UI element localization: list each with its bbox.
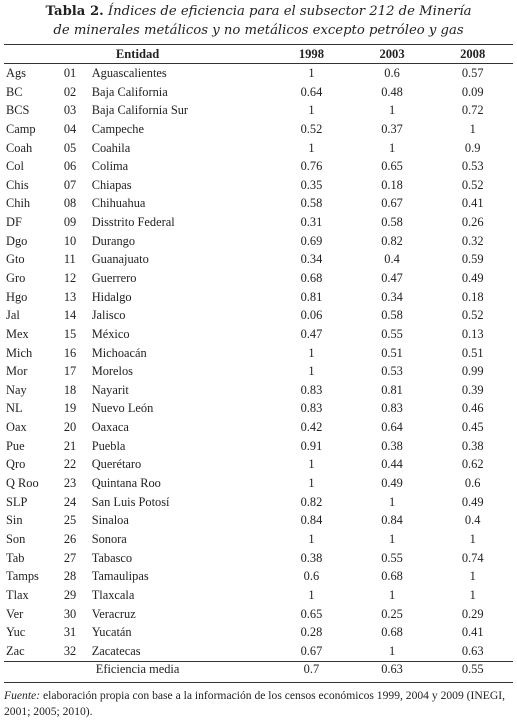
state-name: Zacatecas [91,643,141,658]
state-name: Chihuahua [91,196,146,211]
table-row [4,231,513,250]
value-2003: 0.84 [381,513,403,528]
value-1998: 0.65 [300,606,323,621]
table-row [4,586,513,605]
value-1998: 1 [308,345,315,360]
value-1998: 1 [308,103,315,118]
table-row [4,250,513,269]
value-1998: 0.69 [300,233,323,248]
state-name: Nayarit [91,382,129,397]
state-number: 02 [63,84,77,99]
state-name: Guanajuato [91,252,149,267]
state-abbreviation: Hgo [6,289,28,304]
state-number: 14 [63,308,77,323]
value-2003: 1 [388,140,396,155]
header-rule [4,63,513,64]
value-1998: 0.31 [300,215,323,230]
value-1998: 1 [308,457,315,472]
state-name: Campeche [91,121,144,136]
value-1998: 0.82 [300,494,323,509]
value-2003: 0.67 [381,196,403,211]
value-1998: 0.52 [300,121,323,136]
table-row [4,194,513,213]
state-abbreviation: Chih [6,196,31,211]
value-2008: 0.63 [461,643,484,658]
value-1998: 1 [308,65,315,80]
table-row [4,306,513,325]
table-row [4,82,513,101]
state-number: 24 [63,494,77,509]
value-2003: 0.18 [381,177,403,192]
state-number: 23 [63,476,77,491]
state-name: Baja California [91,84,168,99]
value-2003: 0.65 [381,159,403,174]
state-abbreviation: Camp [6,121,36,136]
value-2008: 0.26 [461,215,484,230]
state-number: 26 [63,531,77,546]
table-header-row [4,45,513,64]
value-2003: 0.83 [381,401,403,416]
value-2008: 0.41 [461,625,484,640]
value-2003: 0.58 [381,308,403,323]
state-abbreviation: Qro [6,457,26,472]
state-name: Tlaxcala [91,587,135,602]
state-name: Durango [91,233,136,248]
value-2003: 0.68 [381,569,403,584]
value-1998: 0.67 [300,643,323,658]
mean-label: Eficiencia media [95,662,180,677]
state-number: 13 [63,289,77,304]
state-number: 29 [63,587,77,602]
table-row [4,642,513,661]
table-row [4,623,513,642]
state-number: 12 [63,271,77,285]
state-name: México [91,326,130,341]
table-row [4,101,513,120]
value-1998: 0.83 [300,401,323,416]
value-2008: 1 [469,587,476,602]
table-row [4,418,513,437]
table-title [0,0,517,42]
value-2003: 0.51 [381,345,403,360]
state-abbreviation: Nay [6,382,27,397]
state-abbreviation: Mich [6,345,33,360]
state-abbreviation: Mor [6,364,28,379]
value-1998: 0.6 [303,569,320,584]
state-abbreviation: Gro [6,271,26,285]
value-1998: 0.81 [300,289,323,304]
mean-2003: 0.63 [381,662,403,677]
table-row [4,325,513,344]
value-2003: 1 [388,494,396,509]
state-abbreviation: SLP [6,494,28,509]
mean-row [4,660,513,679]
bottom-rule [4,682,513,683]
state-abbreviation: Sin [6,513,23,528]
table-row [4,213,513,232]
state-number: 20 [63,420,77,435]
state-abbreviation: Ver [6,606,24,621]
value-2008: 0.49 [461,494,484,509]
header-2003: 2003 [379,47,405,62]
state-number: 19 [63,401,77,416]
state-name: Aguascalientes [91,65,167,80]
header-1998: 1998 [298,47,325,62]
value-2008: 0.57 [461,65,484,80]
value-2003: 0.37 [381,121,403,136]
value-2008: 0.29 [461,606,484,621]
state-abbreviation: Mex [6,326,29,341]
state-number: 10 [63,233,77,248]
efficiency-table [4,45,513,679]
table-row [4,362,513,381]
value-2008: 1 [469,531,476,546]
table-row [4,269,513,288]
value-2008: 0.52 [461,308,484,323]
value-2008: 0.13 [461,326,484,341]
state-abbreviation: Yuc [6,625,26,640]
source-label: Fuente: [4,689,41,702]
table-row [4,511,513,530]
state-abbreviation: DF [6,215,22,230]
state-name: Baja California Sur [91,103,189,118]
state-name: Sinaloa [91,513,129,528]
value-1998: 1 [308,476,315,491]
value-1998: 0.76 [300,159,323,174]
value-1998: 1 [308,364,315,379]
value-2008: 0.49 [461,271,484,285]
state-number: 07 [63,177,77,192]
state-name: Morelos [91,364,134,379]
value-2008: 0.18 [461,289,484,304]
state-name: Disstrito Federal [91,215,175,230]
state-name: Veracruz [91,606,136,621]
value-1998: 0.28 [300,625,323,640]
value-2003: 0.47 [381,271,403,285]
table-row [4,436,513,455]
value-2003: 0.34 [381,289,403,304]
value-2008: 0.9 [464,140,481,155]
table-row [4,604,513,623]
value-1998: 0.83 [300,382,323,397]
table-row [4,343,513,362]
state-number: 27 [63,550,77,565]
state-name: Guerrero [91,271,137,285]
state-number: 18 [63,382,77,397]
table-row [4,567,513,586]
state-number: 03 [63,103,77,118]
header-entidad: Entidad [115,47,160,62]
table-row [4,138,513,157]
state-name: Tamaulipas [91,569,149,584]
mean-2008: 0.55 [461,662,484,677]
value-2008: 0.62 [461,457,484,472]
value-2003: 0.81 [381,382,403,397]
value-2003: 0.25 [381,606,403,621]
value-2003: 0.4 [384,252,400,267]
value-2003: 0.64 [381,420,403,435]
value-1998: 0.68 [300,271,323,285]
state-number: 08 [63,196,77,211]
value-2008: 0.45 [461,420,484,435]
value-2008: 0.99 [461,364,484,379]
value-2003: 0.82 [381,233,403,248]
table-row [4,455,513,474]
value-2003: 0.44 [381,457,403,472]
state-name: Chiapas [91,177,132,192]
state-number: 05 [63,140,77,155]
value-1998: 0.38 [300,550,323,565]
value-2003: 0.68 [381,625,403,640]
value-1998: 0.47 [300,326,323,341]
state-abbreviation: Coah [6,140,33,155]
state-abbreviation: Ags [6,65,26,80]
value-2003: 0.58 [381,215,403,230]
value-1998: 1 [308,531,315,546]
state-abbreviation: Col [6,159,24,174]
state-name: Jalisco [91,308,126,323]
state-number: 06 [63,159,77,174]
state-name: Puebla [91,438,126,453]
value-2008: 0.74 [461,550,484,565]
table-title-line1: Índices de eficiencia para el subsector 212 de Minería [107,4,472,19]
value-2003: 1 [388,103,396,118]
value-1998: 0.34 [300,252,323,267]
table-title-label: Tabla 2. [45,4,104,19]
table-row [4,492,513,511]
value-2008: 0.4 [464,513,481,528]
state-abbreviation: Oax [6,420,27,435]
state-name: San Luis Potosí [91,494,170,509]
value-2003: 0.55 [381,326,403,341]
mean-rule [4,661,513,662]
state-name: Querétaro [91,457,142,472]
state-number: 28 [63,569,77,584]
value-2003: 0.6 [384,65,400,80]
value-1998: 0.42 [300,420,323,435]
state-name: Sonora [91,531,127,546]
state-number: 04 [63,121,77,136]
state-name: Hidalgo [91,289,132,304]
value-1998: 1 [308,587,315,602]
state-number: 16 [63,345,77,360]
value-2008: 0.46 [461,401,484,416]
state-abbreviation: BCS [6,103,30,118]
table-row [4,64,513,83]
source-note [4,688,513,720]
source-text: elaboración propia con base a la información de los censos económicos 1999, 2004 y 2009 (INEGI, 2001; 2005; 2010). [4,689,505,718]
table-row [4,175,513,194]
value-1998: 0.06 [300,308,323,323]
value-2008: 0.53 [461,159,484,174]
state-abbreviation: Tlax [6,587,29,602]
state-abbreviation: Zac [6,643,25,658]
state-number: 15 [63,326,77,341]
state-abbreviation: Pue [6,438,25,453]
state-number: 11 [63,252,76,267]
value-2003: 0.53 [381,364,403,379]
value-2003: 0.48 [381,84,403,99]
state-abbreviation: Tab [6,550,25,565]
state-name: Colima [91,159,129,174]
state-name: Michoacán [91,345,147,360]
value-2008: 0.38 [461,438,484,453]
value-2003: 0.55 [381,550,403,565]
value-2008: 0.41 [461,196,484,211]
value-2008: 0.51 [461,345,484,360]
state-abbreviation: Tamps [6,569,39,584]
value-1998: 0.64 [300,84,323,99]
value-2008: 1 [469,121,476,136]
state-abbreviation: Q Roo [6,476,39,491]
state-number: 32 [63,643,77,658]
mean-1998: 0.7 [303,662,320,677]
state-name: Oaxaca [91,420,129,435]
value-2008: 0.59 [461,252,484,267]
state-abbreviation: BC [6,84,23,99]
table-body [4,64,513,661]
table-row [4,381,513,400]
state-number: 25 [63,513,77,528]
value-2003: 0.49 [381,476,403,491]
value-1998: 0.35 [300,177,323,192]
state-number: 01 [63,65,77,80]
state-abbreviation: Son [6,531,26,546]
value-2008: 0.52 [461,177,484,192]
value-2003: 1 [388,643,396,658]
state-name: Coahila [91,140,131,155]
table-row [4,399,513,418]
table-row [4,120,513,139]
value-2008: 0.32 [461,233,484,248]
state-number: 09 [63,215,77,230]
state-name: Nuevo León [91,401,154,416]
state-number: 30 [63,606,77,621]
value-2008: 0.09 [461,84,484,99]
state-number: 31 [63,625,77,640]
table-row [4,530,513,549]
value-1998: 1 [308,140,315,155]
table-row [4,287,513,306]
header-2008: 2008 [460,47,486,62]
value-2003: 0.38 [381,438,403,453]
value-1998: 0.84 [300,513,323,528]
state-abbreviation: NL [6,401,23,416]
state-number: 21 [63,438,77,453]
value-1998: 0.91 [300,438,323,453]
table-row [4,548,513,567]
state-number: 17 [63,364,77,379]
value-2003: 1 [388,587,396,602]
value-2003: 1 [388,531,396,546]
table-row [4,474,513,493]
value-2008: 0.6 [464,476,481,491]
value-2008: 0.72 [461,103,484,118]
value-1998: 0.58 [300,196,323,211]
table-row [4,157,513,176]
state-name: Quintana Roo [91,476,161,491]
state-abbreviation: Jal [6,308,20,323]
state-name: Yucatán [91,625,132,640]
value-2008: 0.39 [461,382,484,397]
table-title-line2: de minerales metálicos y no metálicos excepto petróleo y gas [53,23,464,38]
state-number: 22 [63,457,77,472]
state-abbreviation: Gto [6,252,25,267]
value-2008: 1 [469,569,476,584]
state-name: Tabasco [91,550,133,565]
state-abbreviation: Dgo [6,233,28,248]
state-abbreviation: Chis [6,177,29,192]
